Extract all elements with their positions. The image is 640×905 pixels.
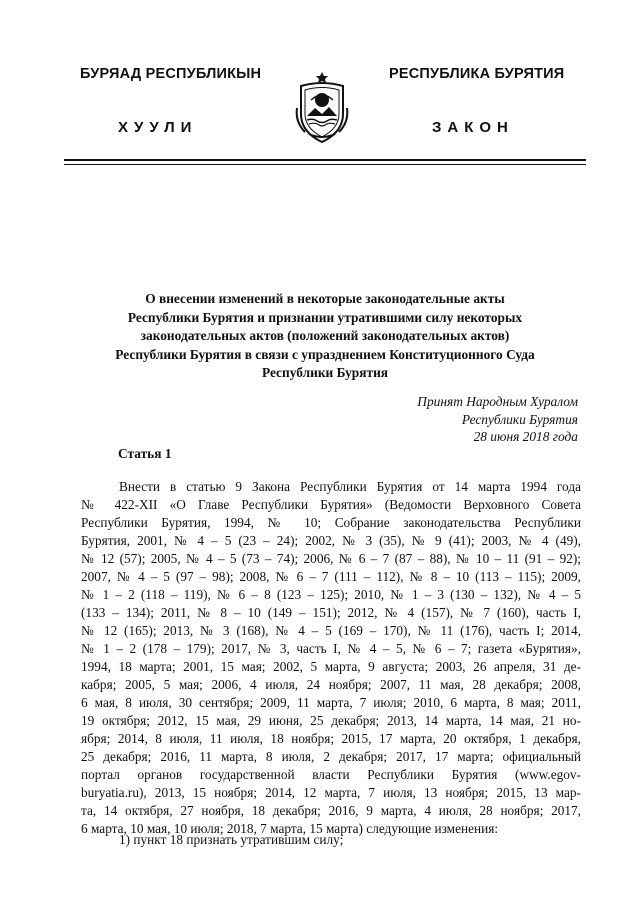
body-line: ября; 2014, 8 июля, 11 июля, 18 ноября; 2015, 17 марта, 20 октября, 1 декабря,	[81, 731, 581, 746]
body-line: № 1 – 2 (178 – 179); 2017, № 3, часть I, № 4 – 5, № 6 – 7; газета «Бурятия»,	[81, 641, 581, 656]
law-title-line: О внесении изменений в некоторые законодательные акты	[145, 291, 505, 306]
body-line: 1994, 18 марта; 2001, 15 мая; 2002, 5 марта, 9 августа; 2003, 26 апреля, 31 де-	[81, 659, 581, 674]
adoption-line: Республики Бурятия	[461, 411, 578, 427]
header-divider-thick	[64, 159, 586, 161]
law-title	[60, 290, 590, 383]
body-line: Внести в статью 9 Закона Республики Бурятия от 14 марта 1994 года	[119, 479, 581, 494]
adoption-line: Принят Народным Хуралом	[417, 394, 578, 409]
adoption-date: 28 июня 2018 года	[473, 429, 578, 444]
coat-of-arms-icon	[293, 66, 351, 146]
body-line: 25 декабря; 2016, 11 марта, 8 июля, 2 декабря; 2017, 17 марта; официальный	[81, 749, 581, 764]
header-right-title: РЕСПУБЛИКА БУРЯТИЯ	[389, 66, 565, 82]
law-title-line: Республики Бурятия в связи с упразднением Конституционного Суда	[115, 346, 535, 362]
body-line: та, 14 октября, 27 ноября, 18 декабря; 2016, 9 марта, 4 июля, 28 ноября; 2017,	[81, 803, 581, 818]
adoption-note	[417, 393, 578, 446]
body-line: портал органов государственной власти Республики Бурятия (www.egov-	[81, 767, 581, 782]
article-heading: Статья 1	[118, 446, 172, 461]
header-left-subtitle: ХУУЛИ	[118, 119, 198, 136]
law-title-line: Республики Бурятия и признании утратившими силу некоторых	[127, 309, 523, 325]
body-line: № 12 (165); 2013, № 3 (168), № 4 – 5 (169 – 170), № 11 (176), часть I; 2014,	[81, 623, 581, 638]
law-title-line: Республики Бурятия	[261, 365, 389, 380]
body-line: Республики Бурятия, 1994, № 10; Собрание законодательства Республики	[81, 515, 581, 530]
body-line: Бурятия, 2001, № 4 – 5 (23 – 24); 2002, № 3 (35), № 9 (41); 2003, № 4 (49),	[81, 533, 581, 548]
body-line: 2007, № 4 – 5 (97 – 98); 2008, № 6 – 7 (111 – 112), № 8 – 10 (113 – 115); 2009,	[81, 569, 581, 584]
body-line: № 422-XII «О Главе Республики Бурятия» (Ведомости Верховного Совета	[81, 497, 581, 512]
header-divider-thin	[64, 164, 586, 165]
body-line: 6 марта, 10 мая, 10 июля; 2018, 7 марта, 15 марта) следующие изменения:	[81, 821, 499, 836]
law-title-line: законодательных актов (положений законодательных актов)	[140, 328, 510, 343]
body-line: 6 мая, 8 июля, 30 сентября; 2009, 11 марта, 7 июля; 2010, 6 марта, 8 мая; 2011,	[81, 695, 581, 710]
header-right-subtitle: ЗАКОН	[432, 119, 514, 136]
body-line: № 1 – 2 (118 – 119), № 6 – 8 (123 – 125); 2010, № 1 – 3 (130 – 132), № 4 – 5	[81, 587, 581, 602]
body-line: кабря; 2005, 5 мая; 2006, 4 июля, 24 ноября; 2007, 11 мая, 28 декабря; 2008,	[81, 677, 581, 692]
list-item: 1) пункт 18 признать утратившим силу;	[119, 832, 344, 847]
body-line: (133 – 134); 2011, № 8 – 10 (149 – 151); 2012, № 4 (157), № 7 (160), часть I,	[81, 605, 581, 620]
header-left-title: БУРЯАД РЕСПУБЛИКЫН	[80, 66, 262, 82]
article-body	[81, 478, 581, 838]
body-line: № 12 (57); 2005, № 4 – 5 (73 – 74); 2006, № 6 – 7 (87 – 88), № 10 – 11 (91 – 92);	[81, 551, 581, 566]
body-line: buryatia.ru), 2013, 15 ноября; 2014, 12 марта, 7 июля, 13 ноября; 2015, 13 мар-	[81, 785, 581, 800]
body-line: 19 октября; 2012, 15 мая, 29 июня, 25 декабря; 2013, 14 марта, 14 мая, 21 но-	[81, 713, 581, 728]
